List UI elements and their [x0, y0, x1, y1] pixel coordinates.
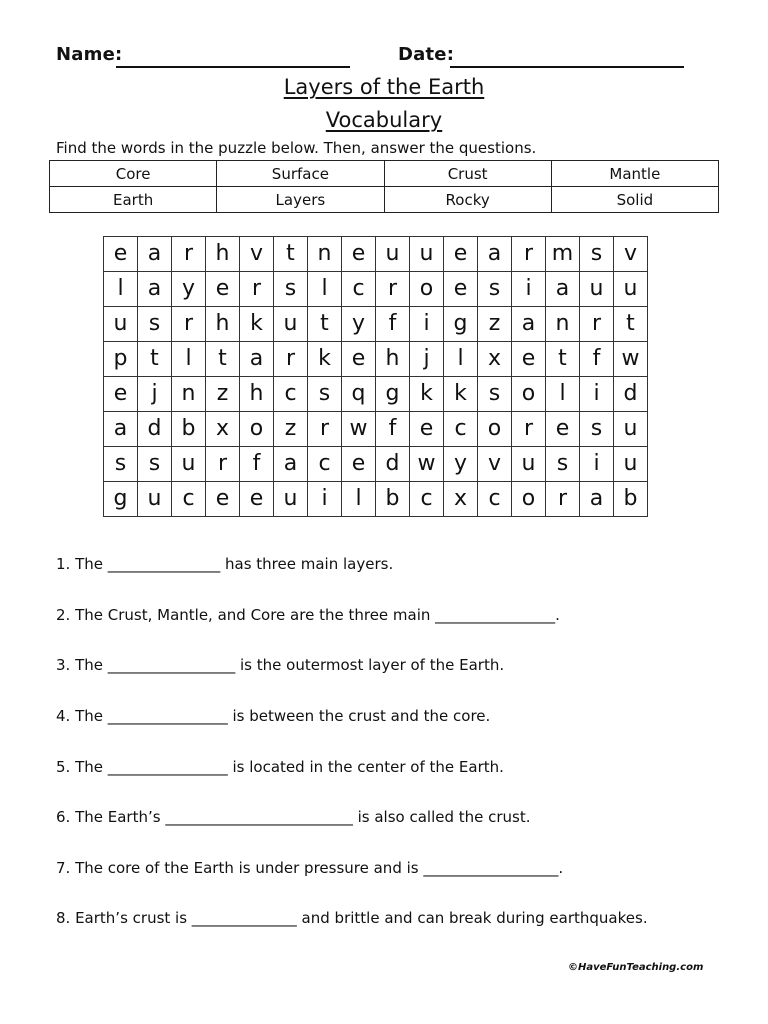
grid-cell[interactable]: r — [546, 482, 580, 517]
grid-cell[interactable]: s — [546, 447, 580, 482]
vocab-row — [50, 187, 719, 213]
vocab-word: Solid — [551, 187, 718, 213]
grid-cell[interactable]: r — [240, 272, 274, 307]
grid-cell[interactable]: a — [546, 272, 580, 307]
grid-cell[interactable]: g — [376, 377, 410, 412]
grid-cell[interactable]: k — [308, 342, 342, 377]
grid-row — [104, 342, 648, 377]
grid-cell[interactable]: u — [580, 272, 614, 307]
vocab-word: Rocky — [384, 187, 551, 213]
grid-row — [104, 412, 648, 447]
grid-cell[interactable]: i — [580, 447, 614, 482]
grid-cell[interactable]: r — [274, 342, 308, 377]
grid-cell[interactable]: j — [138, 377, 172, 412]
grid-cell[interactable]: a — [478, 237, 512, 272]
vocab-word: Crust — [384, 161, 551, 187]
grid-cell[interactable]: i — [308, 482, 342, 517]
grid-cell[interactable]: p — [104, 342, 138, 377]
title-line-1: Layers of the Earth — [283, 75, 485, 99]
vocab-word: Core — [50, 161, 217, 187]
word-search-grid — [103, 236, 648, 517]
grid-cell[interactable]: u — [274, 307, 308, 342]
vocab-word: Mantle — [551, 161, 718, 187]
grid-cell[interactable]: x — [444, 482, 478, 517]
grid-cell[interactable]: e — [512, 342, 546, 377]
grid-cell[interactable]: l — [308, 272, 342, 307]
grid-cell[interactable]: e — [444, 237, 478, 272]
grid-cell[interactable]: z — [206, 377, 240, 412]
grid-cell[interactable]: x — [206, 412, 240, 447]
grid-cell[interactable]: r — [172, 307, 206, 342]
grid-row — [104, 307, 648, 342]
grid-cell[interactable]: e — [342, 447, 376, 482]
grid-cell[interactable]: o — [240, 412, 274, 447]
grid-cell[interactable]: h — [376, 342, 410, 377]
grid-cell[interactable]: a — [512, 307, 546, 342]
grid-cell[interactable]: t — [274, 237, 308, 272]
grid-cell[interactable]: e — [104, 377, 138, 412]
vocab-word: Surface — [217, 161, 384, 187]
question-7[interactable]: 7. The core of the Earth is under pressure and is __________________. — [56, 859, 564, 877]
grid-cell[interactable]: i — [512, 272, 546, 307]
grid-cell[interactable]: m — [546, 237, 580, 272]
grid-cell[interactable]: v — [614, 237, 648, 272]
grid-cell[interactable]: u — [104, 307, 138, 342]
grid-cell[interactable]: t — [546, 342, 580, 377]
grid-cell[interactable]: w — [342, 412, 376, 447]
grid-cell[interactable]: s — [478, 377, 512, 412]
grid-cell[interactable]: v — [478, 447, 512, 482]
grid-cell[interactable]: w — [410, 447, 444, 482]
grid-cell[interactable]: a — [104, 412, 138, 447]
grid-cell[interactable]: u — [138, 482, 172, 517]
grid-cell[interactable]: n — [308, 237, 342, 272]
grid-cell[interactable]: s — [580, 412, 614, 447]
name-label: Name: — [56, 44, 123, 65]
grid-cell[interactable]: x — [478, 342, 512, 377]
grid-cell[interactable]: r — [376, 272, 410, 307]
grid-cell[interactable]: u — [614, 412, 648, 447]
grid-cell[interactable]: c — [274, 377, 308, 412]
question-4[interactable]: 4. The ________________ is between the crust and the core. — [56, 707, 491, 725]
grid-cell[interactable]: e — [104, 237, 138, 272]
grid-cell[interactable]: z — [478, 307, 512, 342]
grid-cell[interactable]: v — [240, 237, 274, 272]
grid-cell[interactable]: i — [410, 307, 444, 342]
grid-cell[interactable]: e — [444, 272, 478, 307]
grid-row — [104, 447, 648, 482]
instructions: Find the words in the puzzle below. Then, answer the questions. — [56, 139, 537, 157]
grid-cell[interactable]: l — [342, 482, 376, 517]
grid-cell[interactable]: u — [376, 237, 410, 272]
grid-cell[interactable]: f — [580, 342, 614, 377]
header-row — [56, 44, 696, 74]
grid-row — [104, 237, 648, 272]
grid-cell[interactable]: d — [376, 447, 410, 482]
grid-cell[interactable]: t — [614, 307, 648, 342]
name-blank[interactable] — [116, 66, 350, 68]
grid-cell[interactable]: r — [512, 412, 546, 447]
question-6[interactable]: 6. The Earth’s _________________________ is also called the crust. — [56, 808, 531, 826]
grid-cell[interactable]: i — [580, 377, 614, 412]
question-8[interactable]: 8. Earth’s crust is ______________ and brittle and can break during earthquakes. — [56, 909, 648, 927]
grid-cell[interactable]: e — [342, 237, 376, 272]
vocabulary-table — [49, 160, 719, 213]
grid-cell[interactable]: s — [308, 377, 342, 412]
vocab-word: Earth — [50, 187, 217, 213]
question-2[interactable]: 2. The Crust, Mantle, and Core are the three main ________________. — [56, 606, 560, 624]
grid-cell[interactable]: c — [444, 412, 478, 447]
grid-cell[interactable]: e — [206, 482, 240, 517]
grid-cell[interactable]: a — [240, 342, 274, 377]
grid-cell[interactable]: t — [206, 342, 240, 377]
grid-cell[interactable]: y — [444, 447, 478, 482]
grid-cell[interactable]: s — [104, 447, 138, 482]
grid-cell[interactable]: r — [206, 447, 240, 482]
grid-row — [104, 272, 648, 307]
grid-cell[interactable]: s — [478, 272, 512, 307]
grid-cell[interactable]: u — [512, 447, 546, 482]
grid-cell[interactable]: g — [104, 482, 138, 517]
date-label: Date: — [398, 44, 455, 65]
grid-cell[interactable]: r — [512, 237, 546, 272]
vocab-word: Layers — [217, 187, 384, 213]
grid-cell[interactable]: u — [614, 447, 648, 482]
grid-cell[interactable]: s — [274, 272, 308, 307]
grid-cell[interactable]: o — [410, 272, 444, 307]
grid-cell[interactable]: n — [172, 377, 206, 412]
grid-cell[interactable]: d — [614, 377, 648, 412]
question-1[interactable]: 1. The _______________ has three main layers. — [56, 555, 394, 573]
grid-cell[interactable]: c — [342, 272, 376, 307]
grid-cell[interactable]: c — [478, 482, 512, 517]
word-search-puzzle — [103, 236, 648, 517]
grid-cell[interactable]: e — [546, 412, 580, 447]
grid-cell[interactable]: c — [410, 482, 444, 517]
date-blank[interactable] — [450, 66, 684, 68]
grid-cell[interactable]: f — [376, 307, 410, 342]
grid-cell[interactable]: j — [410, 342, 444, 377]
grid-cell[interactable]: f — [240, 447, 274, 482]
grid-cell[interactable]: r — [172, 237, 206, 272]
grid-cell[interactable]: o — [478, 412, 512, 447]
page-title — [0, 75, 768, 99]
grid-cell[interactable]: l — [104, 272, 138, 307]
grid-cell[interactable]: a — [138, 237, 172, 272]
grid-row — [104, 482, 648, 517]
grid-cell[interactable]: s — [138, 307, 172, 342]
grid-cell[interactable]: w — [614, 342, 648, 377]
grid-cell[interactable]: g — [444, 307, 478, 342]
grid-cell[interactable]: k — [240, 307, 274, 342]
grid-cell[interactable]: e — [240, 482, 274, 517]
page-subtitle — [0, 108, 768, 132]
grid-cell[interactable]: b — [614, 482, 648, 517]
grid-cell[interactable]: n — [546, 307, 580, 342]
grid-cell[interactable]: l — [172, 342, 206, 377]
grid-cell[interactable]: c — [308, 447, 342, 482]
grid-cell[interactable]: e — [206, 272, 240, 307]
grid-cell[interactable]: h — [206, 307, 240, 342]
grid-cell[interactable]: l — [444, 342, 478, 377]
grid-cell[interactable]: q — [342, 377, 376, 412]
grid-cell[interactable]: k — [444, 377, 478, 412]
question-3[interactable]: 3. The _________________ is the outermost layer of the Earth. — [56, 656, 505, 674]
grid-cell[interactable]: t — [308, 307, 342, 342]
grid-cell[interactable]: a — [138, 272, 172, 307]
grid-cell[interactable]: u — [614, 272, 648, 307]
grid-cell[interactable]: d — [138, 412, 172, 447]
grid-cell[interactable]: e — [410, 412, 444, 447]
grid-cell[interactable]: a — [274, 447, 308, 482]
grid-cell[interactable]: h — [240, 377, 274, 412]
grid-cell[interactable]: u — [172, 447, 206, 482]
grid-cell[interactable]: s — [138, 447, 172, 482]
grid-cell[interactable]: k — [410, 377, 444, 412]
grid-cell[interactable]: y — [172, 272, 206, 307]
grid-cell[interactable]: u — [274, 482, 308, 517]
grid-cell[interactable]: z — [274, 412, 308, 447]
grid-row — [104, 377, 648, 412]
grid-cell[interactable]: e — [342, 342, 376, 377]
grid-cell[interactable]: b — [172, 412, 206, 447]
grid-cell[interactable]: t — [138, 342, 172, 377]
title-line-2: Vocabulary — [325, 108, 443, 132]
question-5[interactable]: 5. The ________________ is located in the center of the Earth. — [56, 758, 504, 776]
grid-cell[interactable]: l — [546, 377, 580, 412]
grid-cell[interactable]: u — [410, 237, 444, 272]
grid-cell[interactable]: b — [376, 482, 410, 517]
footer-credit: ©HaveFunTeaching.com — [568, 962, 704, 973]
grid-cell[interactable]: c — [172, 482, 206, 517]
grid-cell[interactable]: f — [376, 412, 410, 447]
grid-cell[interactable]: r — [580, 307, 614, 342]
grid-cell[interactable]: a — [580, 482, 614, 517]
grid-cell[interactable]: y — [342, 307, 376, 342]
grid-cell[interactable]: o — [512, 482, 546, 517]
grid-cell[interactable]: h — [206, 237, 240, 272]
grid-cell[interactable]: r — [308, 412, 342, 447]
vocab-row — [50, 161, 719, 187]
grid-cell[interactable]: o — [512, 377, 546, 412]
grid-cell[interactable]: s — [580, 237, 614, 272]
